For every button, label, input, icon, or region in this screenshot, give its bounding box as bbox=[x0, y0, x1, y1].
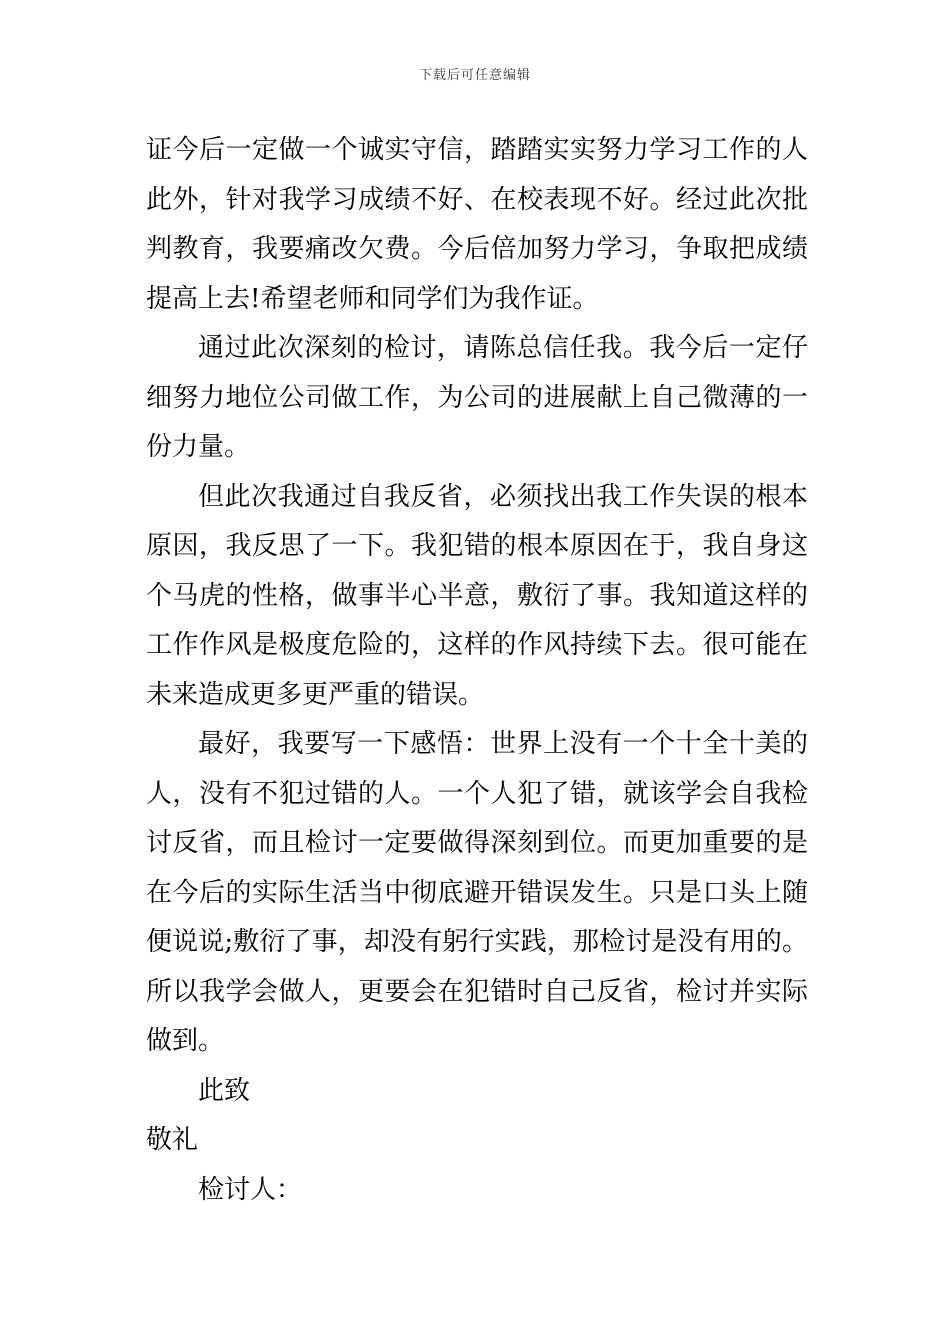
page-header: 下载后可任意编辑 bbox=[418, 68, 531, 83]
paragraph-insight: 最好，我要写一下感悟：世界上没有一个十全十美的人，没有不犯过错的人。一个人犯了错，就该学会自我检讨反省，而且检讨一定要做得深刻到位。而更加重要的是在今后的实际生活当中彻底避开错误发生。只是口头上随便说说;敷衍了事，却没有躬行实践，那检讨是没有用的。所以我学会做人，更要会在犯错时自己反省，检讨并实际做到。 bbox=[146, 729, 808, 1056]
document-body bbox=[146, 126, 808, 1215]
closing-respect: 敬礼 bbox=[146, 1125, 199, 1155]
paragraph-reflection: 但此次我通过自我反省，必须找出我工作失误的根本原因，我反思了一下。我犯错的根本原因在于，我自身这个马虎的性格，做事半心半意，敷衍了事。我知道这样的工作作风是极度危险的，这样的作风持续下去。很可能在未来造成更多更严重的错误。 bbox=[146, 481, 808, 710]
paragraph-continuation: 证今后一定做一个诚实守信，踏踏实实努力学习工作的人此外，针对我学习成绩不好、在校表现不好。经过此次批判教育，我要痛改欠费。今后倍加努力学习，争取把成绩提高上去!希望老师和同学们为我作证。 bbox=[146, 135, 808, 314]
closing-salutation: 此致 bbox=[198, 1075, 251, 1106]
paragraph-trust: 通过此次深刻的检讨，请陈总信任我。我今后一定仔细努力地位公司做工作，为公司的进展献上自己微薄的一份力量。 bbox=[146, 333, 808, 462]
signature-label: 检讨人： bbox=[198, 1174, 303, 1205]
